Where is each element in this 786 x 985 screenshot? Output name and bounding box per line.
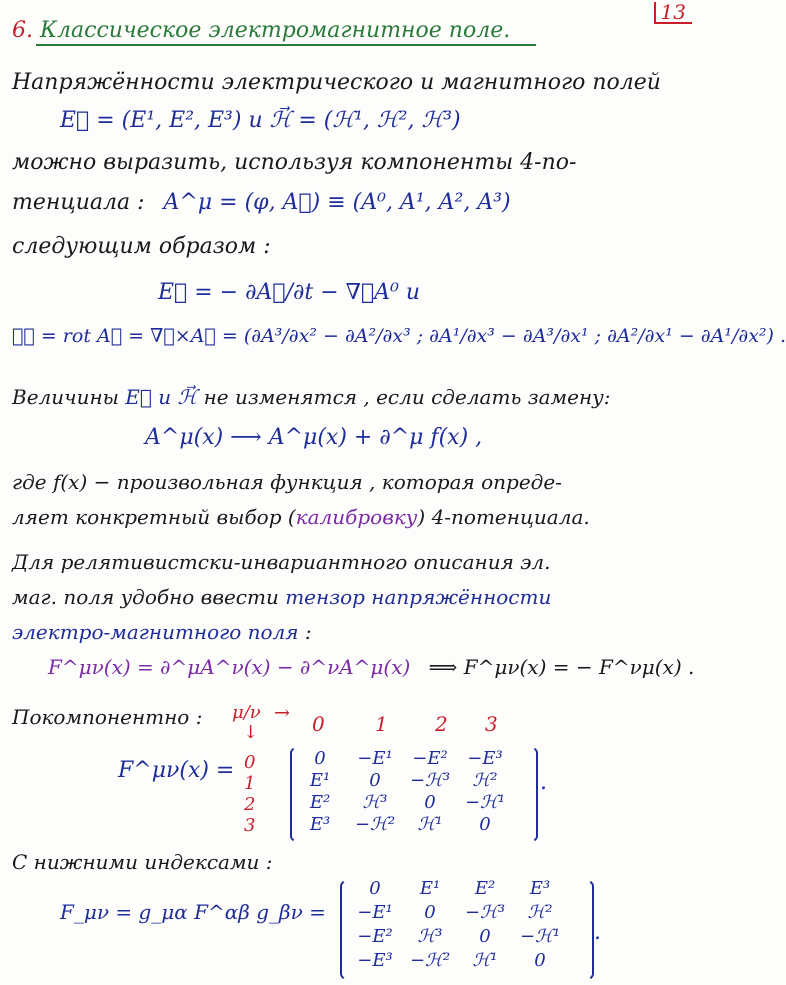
- para2-line3-a: ляет конкретный выбор (: [12, 505, 296, 529]
- row-index: 2: [244, 794, 256, 815]
- four-potential-formula: A^μ = (φ, A⃗) ≡ (A⁰, A¹, A², A³): [163, 190, 511, 215]
- matrix-cell: ℋ¹: [417, 814, 443, 835]
- row-index: 3: [244, 815, 256, 836]
- lower-index-heading: С нижними индексами :: [12, 850, 273, 874]
- matrix-cell: ℋ¹: [472, 950, 498, 971]
- para2-text-b: не изменятся , если сделать замену:: [203, 385, 611, 409]
- para2-E-H: E⃗ и ℋ⃗: [125, 385, 198, 409]
- matrix-cell: 0: [479, 814, 491, 835]
- matrix-cell: ℋ³: [362, 792, 388, 813]
- matrix-cell: −E¹: [357, 748, 393, 769]
- matrix-cell: −ℋ¹: [464, 792, 506, 813]
- lower-tensor-lhs: F_μν = g_μα F^αβ g_βν =: [60, 900, 326, 924]
- matrix-cell: E³: [529, 878, 551, 899]
- matrix-cell: ℋ²: [527, 902, 553, 923]
- section-title: Классическое электромагнитное поле.: [40, 18, 511, 43]
- tensor-term-a: тензор напряжённости: [285, 585, 552, 609]
- matrix-cell: 0: [314, 748, 326, 769]
- matrix-cell: 0: [534, 950, 546, 971]
- magnetic-field-equation: ℋ⃗ = rot A⃗ = ∇⃗×A⃗ = (∂A³/∂x² − ∂A²/∂x³ ; ∂A¹/∂x³ − ∂A³/∂x¹ ; ∂A²/∂x¹ − ∂A¹/∂x²) .: [12, 325, 786, 347]
- matrix-cell: −ℋ³: [464, 902, 506, 923]
- matrix-cell: E¹: [419, 878, 441, 899]
- electric-field-equation: E⃗ = − ∂A⃗/∂t − ∇⃗A⁰ и: [158, 280, 421, 305]
- matrix-cell: ℋ³: [417, 926, 443, 947]
- para2-line2: где f(x) − произвольная функция , которая опреде-: [12, 470, 562, 494]
- gauge-transformation: A^μ(x) ⟶ A^μ(x) + ∂^μ f(x) ,: [145, 425, 483, 450]
- period: .: [594, 920, 601, 945]
- period: .: [540, 770, 547, 795]
- matrix-cell: ℋ²: [472, 770, 498, 791]
- matrix-cell: −E¹: [357, 902, 393, 923]
- para2-text-a: Величины: [12, 385, 119, 409]
- matrix-cell: 0: [424, 902, 436, 923]
- gauge-term: калибровку: [295, 505, 418, 529]
- componentwise-label: Покомпонентно :: [12, 705, 203, 729]
- para2-line1: [12, 385, 610, 409]
- para2-line3-c: ) 4-потенциала.: [417, 505, 590, 529]
- tensor-term-b: электро-магнитного поля: [12, 620, 299, 644]
- para1-line1: Напряжённости электрического и магнитного полей: [12, 70, 661, 95]
- matrix-cell: E³: [309, 814, 331, 835]
- right-paren: [512, 745, 538, 844]
- page-title: [12, 18, 510, 43]
- para1-line4: следующим образом :: [12, 234, 271, 259]
- para2-line3: [12, 505, 590, 529]
- right-paren: [568, 878, 594, 982]
- para1-line3-text: тенциала :: [12, 190, 145, 215]
- page-number: 13: [660, 0, 686, 24]
- para1-line3: [12, 190, 511, 215]
- col-index: 3: [485, 712, 498, 736]
- matrix-cell: 0: [369, 878, 381, 899]
- row-index: 0: [244, 752, 256, 773]
- matrix-cell: −ℋ²: [409, 950, 451, 971]
- field-tensor-definition: [48, 655, 694, 679]
- mu-nu-label: μ/ν: [232, 702, 261, 723]
- col-index: 0: [312, 712, 325, 736]
- para1-line2: можно выразить, используя компоненты 4-по-: [12, 150, 577, 175]
- matrix-cell: E²: [474, 878, 496, 899]
- para3-line2-a: маг. поля удобно ввести: [12, 585, 279, 609]
- col-index: 2: [435, 712, 448, 736]
- right-arrow-icon: →: [274, 702, 290, 724]
- matrix-cell: −ℋ²: [354, 814, 396, 835]
- field-components-formula: E⃗ = (E¹, E², E³) и ℋ⃗ = (ℋ¹, ℋ², ℋ³): [60, 108, 461, 133]
- matrix-cell: 0: [479, 926, 491, 947]
- section-number: 6.: [12, 18, 33, 43]
- matrix-cell: −E²: [412, 748, 448, 769]
- down-arrow-icon: ↓: [243, 722, 259, 743]
- matrix-cell: −E³: [467, 748, 503, 769]
- matrix-cell: E²: [309, 792, 331, 813]
- para3-line3: [12, 620, 312, 644]
- title-underline: [36, 44, 536, 46]
- matrix-cell: 0: [369, 770, 381, 791]
- matrix-cell: −ℋ³: [409, 770, 451, 791]
- field-tensor-antisymmetry: ⟹ F^μν(x) = − F^νμ(x) .: [428, 655, 695, 679]
- para3-line2: [12, 585, 551, 609]
- col-index: 1: [375, 712, 388, 736]
- row-index: 1: [244, 773, 256, 794]
- matrix-cell: E¹: [309, 770, 331, 791]
- field-tensor-def-purple: F^μν(x) = ∂^μA^ν(x) − ∂^νA^μ(x): [48, 655, 411, 679]
- matrix-cell: −ℋ¹: [519, 926, 561, 947]
- para3-line3-colon: :: [298, 620, 312, 644]
- matrix-cell: 0: [424, 792, 436, 813]
- para3-line1: Для релятивистски-инвариантного описания эл.: [12, 550, 551, 574]
- matrix-cell: −E²: [357, 926, 393, 947]
- matrix-cell: −E³: [357, 950, 393, 971]
- upper-tensor-lhs: F^μν(x) =: [118, 758, 235, 783]
